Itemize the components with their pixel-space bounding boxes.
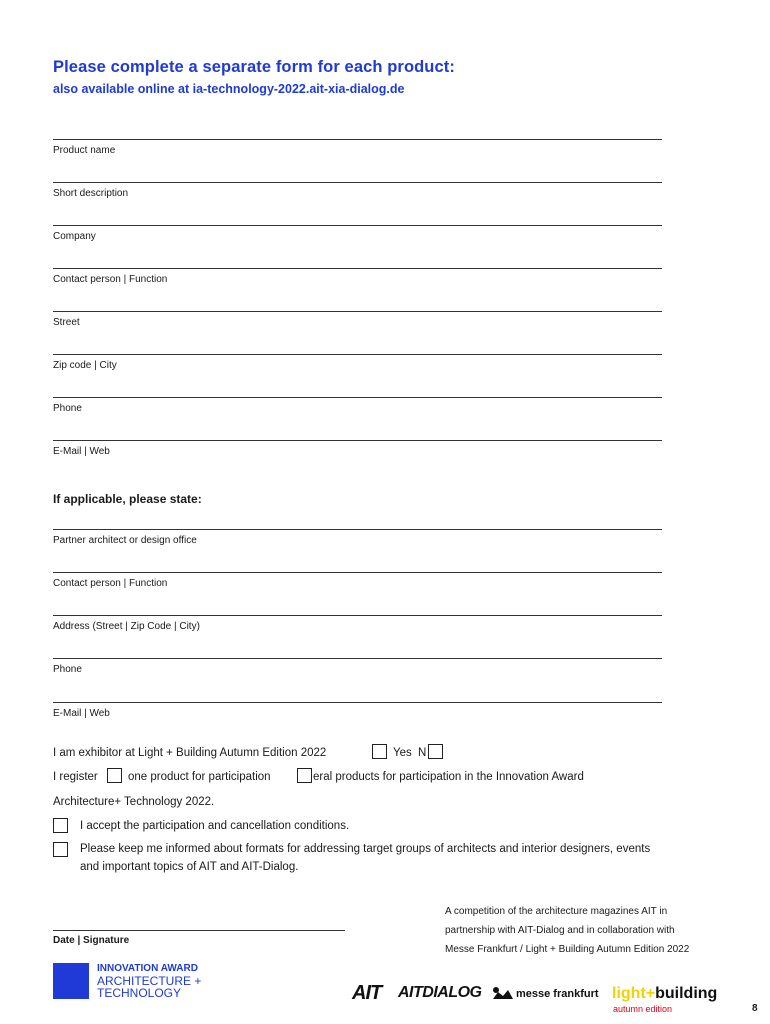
innovation-award-logo-mark xyxy=(53,963,89,999)
register-one-product-label: one product for participation xyxy=(128,771,271,783)
register-prefix: I register xyxy=(53,771,98,783)
field-short-description[interactable] xyxy=(53,182,662,199)
field-phone[interactable] xyxy=(53,397,662,414)
exhibitor-no-label: N xyxy=(418,747,427,759)
field-line xyxy=(53,397,662,398)
field-line xyxy=(53,572,662,573)
form-title: Please complete a separate form for each product: xyxy=(53,58,455,76)
accept-conditions-label: I accept the participation and cancellation conditions. xyxy=(80,820,350,832)
light-building-edition: autumn edition xyxy=(613,1004,673,1014)
field-line xyxy=(53,702,662,703)
field-label: Contact person | Function xyxy=(53,578,168,589)
light-building-building: building xyxy=(655,985,718,1002)
messe-frankfurt-icon xyxy=(492,986,514,1000)
signature-line[interactable] xyxy=(53,930,345,931)
field-email-web[interactable] xyxy=(53,440,662,457)
applicable-title: If applicable, please state: xyxy=(53,492,202,506)
field-label: E-Mail | Web xyxy=(53,446,110,457)
exhibitor-question: I am exhibitor at Light + Building Autumn Edition 2022 xyxy=(53,747,327,759)
field-partner-email[interactable] xyxy=(53,702,662,719)
competition-note xyxy=(445,902,745,959)
field-line xyxy=(53,529,662,530)
field-label: Phone xyxy=(53,664,82,675)
field-line xyxy=(53,139,662,140)
field-label: Phone xyxy=(53,403,82,414)
field-label: Address (Street | Zip Code | City) xyxy=(53,621,200,632)
field-line xyxy=(53,440,662,441)
award-line3: TECHNOLOGY xyxy=(97,986,182,1000)
newsletter-label-line2: and important topics of AIT and AIT-Dialog. xyxy=(80,861,299,873)
exhibitor-yes-checkbox[interactable] xyxy=(372,744,387,759)
field-label: Product name xyxy=(53,145,116,156)
field-partner-address[interactable] xyxy=(53,615,662,632)
field-partner-architect[interactable] xyxy=(53,529,662,546)
field-label: Street xyxy=(53,317,80,328)
field-label: Company xyxy=(53,231,96,242)
competition-line: A competition of the architecture magazines AIT in xyxy=(445,906,668,917)
award-line2: ARCHITECTURE + xyxy=(97,974,202,988)
competition-line: Messe Frankfurt / Light + Building Autumn Edition 2022 xyxy=(445,944,690,955)
field-product-name[interactable] xyxy=(53,139,662,156)
field-line xyxy=(53,268,662,269)
newsletter-checkbox[interactable] xyxy=(53,842,68,857)
messe-frankfurt-logo: messe frankfurt xyxy=(516,988,599,1000)
award-line1: INNOVATION AWARD xyxy=(97,963,198,974)
field-line xyxy=(53,182,662,183)
register-several-products-label: eral products for participation in the Innovation Award xyxy=(313,771,584,783)
field-company[interactable] xyxy=(53,225,662,242)
exhibitor-no-checkbox[interactable] xyxy=(428,744,443,759)
light-building-plus: + xyxy=(645,985,656,1002)
exhibitor-yes-label: Yes xyxy=(393,747,412,759)
light-building-light: light xyxy=(612,985,646,1002)
register-several-products-checkbox[interactable] xyxy=(297,768,312,783)
field-contact-person[interactable] xyxy=(53,268,662,285)
field-line xyxy=(53,311,662,312)
ait-logo: AIT xyxy=(352,982,382,1004)
innovation-award-logo-text xyxy=(97,963,201,999)
field-line xyxy=(53,615,662,616)
register-continued: Architecture+ Technology 2022. xyxy=(53,796,215,808)
field-label: E-Mail | Web xyxy=(53,708,110,719)
register-one-product-checkbox[interactable] xyxy=(107,768,122,783)
newsletter-label-line1: Please keep me informed about formats for addressing target groups of architects and interior designers, events xyxy=(80,843,651,855)
field-partner-phone[interactable] xyxy=(53,658,662,675)
ait-dialog-logo: AITDIALOG xyxy=(398,984,482,1001)
field-line xyxy=(53,658,662,659)
accept-conditions-checkbox[interactable] xyxy=(53,818,68,833)
field-label: Zip code | City xyxy=(53,360,117,371)
field-street[interactable] xyxy=(53,311,662,328)
field-partner-contact[interactable] xyxy=(53,572,662,589)
light-building-logo xyxy=(612,985,717,1003)
field-zip-city[interactable] xyxy=(53,354,662,371)
field-line xyxy=(53,354,662,355)
field-label: Contact person | Function xyxy=(53,274,168,285)
signature-label: Date | Signature xyxy=(53,935,130,946)
field-line xyxy=(53,225,662,226)
page-number: 8 xyxy=(752,1003,758,1014)
field-label: Partner architect or design office xyxy=(53,535,197,546)
competition-line: partnership with AIT-Dialog and in collaboration with xyxy=(445,925,675,936)
form-subtitle: also available online at ia-technology-2022.ait-xia-dialog.de xyxy=(53,82,405,96)
field-label: Short description xyxy=(53,188,129,199)
